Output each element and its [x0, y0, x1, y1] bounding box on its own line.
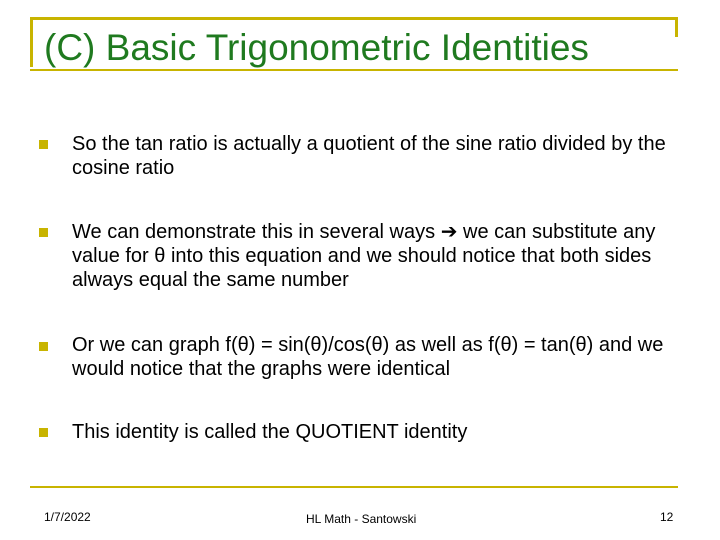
bullet-square-icon — [39, 342, 48, 351]
bullet-text-2 — [72, 220, 692, 292]
footer-date: 1/7/2022 — [44, 510, 91, 524]
slide-title: (C) Basic Trigonometric Identities — [44, 27, 589, 68]
bullet-square-icon — [39, 228, 48, 237]
bullet-square-icon — [39, 428, 48, 437]
frame-left-border — [30, 17, 33, 67]
footer-center-text: HL Math - Santowski — [306, 512, 417, 526]
bullet-text-4: This identity is called the QUOTIENT identity — [72, 421, 468, 443]
bullet-text-3: Or we can graph f(θ) = sin(θ)/cos(θ) as well as f(θ) = tan(θ) and we would notice that the graphs were identical — [72, 334, 664, 380]
frame-right-border — [675, 17, 678, 37]
bullet-text-1: So the tan ratio is actually a quotient of the sine ratio divided by the cosine ratio — [72, 133, 666, 179]
arrow-right-icon: ➔ — [440, 221, 458, 243]
page-number: 12 — [660, 510, 674, 524]
bullet-text-2-intro: We can demonstrate this in several ways — [72, 221, 436, 243]
frame-top-border — [30, 17, 678, 20]
title-underline — [30, 69, 678, 71]
bullet-text-2-rest: we can substitute any value for θ into this equation and we should notice that both sides always equal the same number — [72, 221, 656, 291]
footer-rule — [30, 486, 678, 488]
bullet-square-icon — [39, 140, 48, 149]
